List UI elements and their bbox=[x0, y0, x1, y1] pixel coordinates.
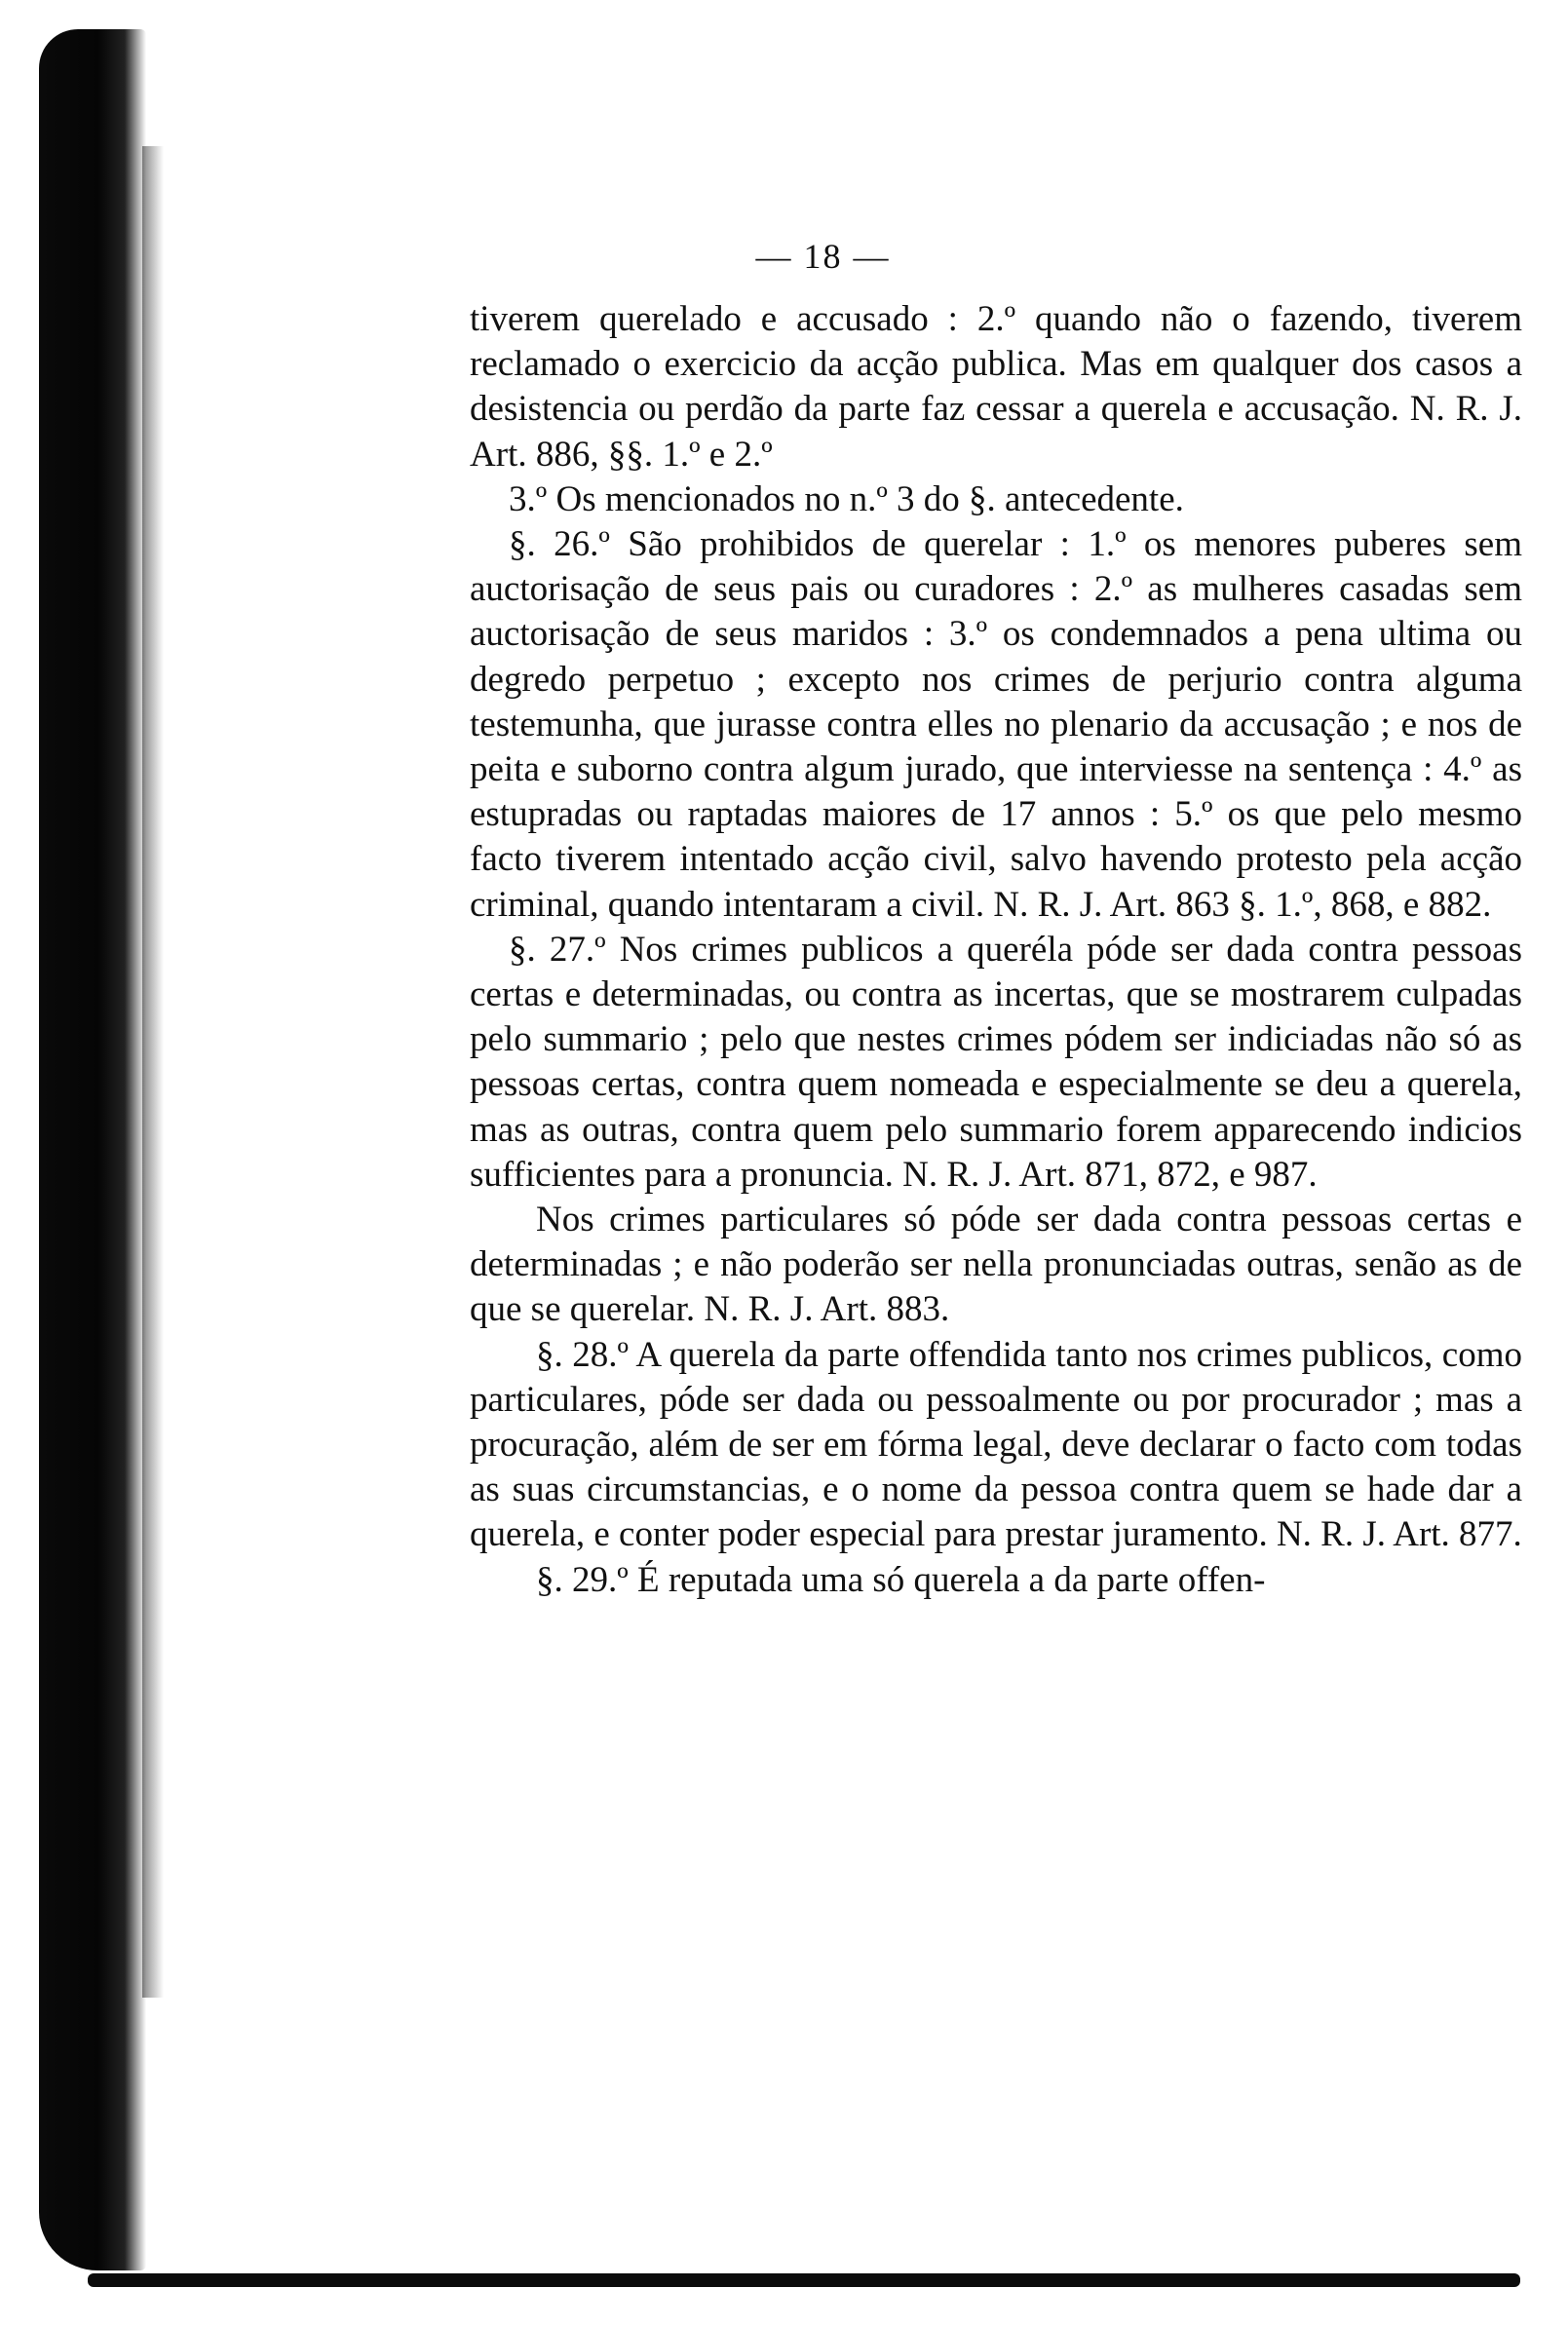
bottom-edge bbox=[88, 2273, 1520, 2287]
page-number: — 18 — bbox=[755, 237, 891, 276]
paragraph-section-27: §. 27.º Nos crimes publicos a queréla póde ser dada contra pessoas certas e determinadas, ou contra as incertas, que se mostrarem culpadas pelo summario ; pelo que nestes crimes pódem ser indiciadas não só as pessoas certas, contra quem nomeada e especialmente se deu a querela, mas as outras, contra quem pelo summario forem apparecendo indicios sufficientes para a pronuncia. N. R. J. Art. 871, 872, e 987. bbox=[470, 929, 1522, 1195]
paragraph-section-26: §. 26.º São prohibidos de querelar : 1.º os menores puberes sem auctorisação de seus pais ou curadores : 2.º as mulheres casadas sem auctorisação de seus maridos : 3.º os condemnados a pena ultima ou degredo perpetuo ; excepto nos crimes de perjurio contra alguma testemunha, que jurasse contra elles no plenario da accusação ; e nos de peita e suborno contra algum jurado, que interviesse na sentença : 4.º as estupradas ou raptadas maiores de 17 annos : 5.º os que pelo mesmo facto tiverem intentado acção civil, salvo havendo protesto pela acção criminal, quando intentaram a civil. N. R. J. Art. 863 §. 1.º, 868, e 882. bbox=[470, 524, 1522, 925]
binding-edge bbox=[39, 29, 146, 2270]
paragraph-particulares: Nos crimes particulares só póde ser dada contra pessoas certas e determinadas ; e não poderão ser nella pronunciadas outras, senão as de que se querelar. N. R. J. Art. 883. bbox=[470, 1200, 1522, 1330]
paragraph-2: 3.º Os mencionados no n.º 3 do §. antecedente. bbox=[509, 478, 1184, 519]
paragraph-1: tiverem querelado e accusado : 2.º quando não o fazendo, tiverem reclamado o exercicio da acção publica. Mas em qualquer dos casos a desistencia ou perdão da parte faz cessar a querela e accusação. N. R. J. Art. 886, §§. 1.º e 2.º bbox=[470, 299, 1522, 475]
text-block bbox=[470, 297, 1522, 1603]
paragraph-section-28: §. 28.º A querela da parte offendida tanto nos crimes publicos, como particulares, póde ser dada ou pessoalmente ou por procurador ; mas a procuração, além de ser em fórma legal, deve declarar o facto com todas as suas circumstancias, e o nome da pessoa contra quem se hade dar a querela, e conter poder especial para prestar juramento. N. R. J. Art. 877. bbox=[470, 1334, 1522, 1555]
paragraph-section-29: §. 29.º É reputada uma só querela a da parte offen- bbox=[536, 1559, 1266, 1600]
